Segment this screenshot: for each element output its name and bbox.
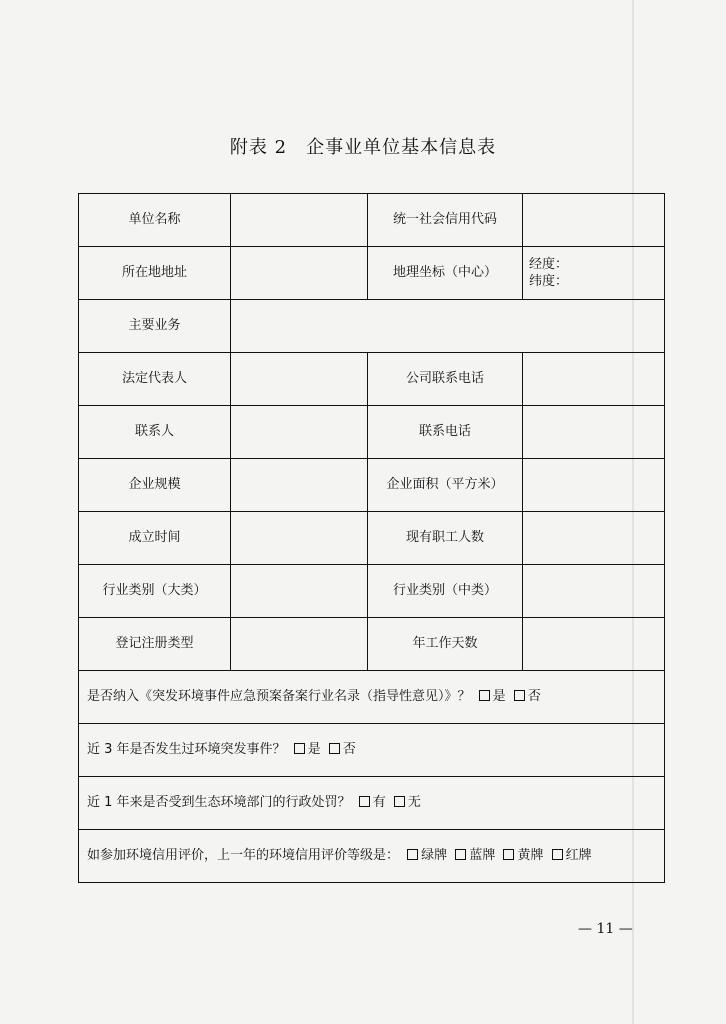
option-label: 有 [372,795,386,811]
field-value-unit-name[interactable] [231,194,368,247]
question-text: 是否纳入《突发环境事件应急预案备案行业名录（指导性意见）》？ [87,689,471,705]
question-text: 如参加环境信用评价，上一年的环境信用评价等级是： [87,848,400,864]
checkbox[interactable] [503,849,514,860]
field-label-founded: 成立时间 [79,512,231,565]
enterprise-info-table [78,193,665,883]
field-label-geo-coord: 地理坐标（中心） [368,247,523,300]
field-value-industry-medium[interactable] [523,565,665,618]
field-label-legal-rep: 法定代表人 [79,353,231,406]
field-value-area[interactable] [523,459,665,512]
checkbox[interactable] [552,849,563,860]
option-label: 否 [342,742,356,758]
field-label-employees: 现有职工人数 [368,512,523,565]
field-label-area: 企业面积（平方米） [368,459,523,512]
question-row [79,830,665,883]
field-value-scale[interactable] [231,459,368,512]
question-incident-history [79,724,665,777]
field-value-registration-type[interactable] [231,618,368,671]
field-value-credit-code[interactable] [523,194,665,247]
table-row [79,618,665,671]
longitude-label: 经度： [529,257,569,272]
checkbox[interactable] [329,743,340,754]
field-label-contact-phone: 联系电话 [368,406,523,459]
field-label-address: 所在地地址 [79,247,231,300]
table-row [79,565,665,618]
table-row [79,406,665,459]
field-value-employees[interactable] [523,512,665,565]
field-value-main-business[interactable] [231,300,665,353]
checkbox[interactable] [479,690,490,701]
field-label-industry-medium: 行业类别（中类） [368,565,523,618]
question-text: 近 1 年来是否受到生态环境部门的行政处罚？ [87,795,351,811]
table-row [79,247,665,300]
option-label: 是 [492,689,506,705]
table-row [79,512,665,565]
table-row [79,353,665,406]
field-label-unit-name: 单位名称 [79,194,231,247]
field-value-industry-major[interactable] [231,565,368,618]
field-value-legal-rep[interactable] [231,353,368,406]
page-number: — 11 — [578,921,633,937]
option-label: 是 [307,742,321,758]
table-row [79,459,665,512]
checkbox[interactable] [514,690,525,701]
checkbox[interactable] [407,849,418,860]
question-text: 近 3 年是否发生过环境突发事件？ [87,742,286,758]
field-label-company-phone: 公司联系电话 [368,353,523,406]
table-row [79,300,665,353]
option-label: 无 [407,795,421,811]
question-row [79,671,665,724]
field-value-contact[interactable] [231,406,368,459]
option-label: 红牌 [565,848,592,864]
table-row [79,194,665,247]
field-value-founded[interactable] [231,512,368,565]
field-label-industry-major: 行业类别（大类） [79,565,231,618]
option-label: 蓝牌 [469,848,496,864]
field-label-contact: 联系人 [79,406,231,459]
question-row [79,724,665,777]
option-label: 否 [527,689,541,705]
option-label: 绿牌 [421,848,448,864]
field-value-geo-coord[interactable] [523,247,665,300]
field-value-work-days[interactable] [523,618,665,671]
page-title: 附表 2 企事业单位基本信息表 [229,137,497,158]
question-penalty [79,777,665,830]
checkbox[interactable] [455,849,466,860]
checkbox[interactable] [294,743,305,754]
field-value-contact-phone[interactable] [523,406,665,459]
question-emergency-plan [79,671,665,724]
field-value-company-phone[interactable] [523,353,665,406]
question-credit-rating [79,830,665,883]
field-label-credit-code: 统一社会信用代码 [368,194,523,247]
field-label-registration-type: 登记注册类型 [79,618,231,671]
question-row [79,777,665,830]
field-value-address[interactable] [231,247,368,300]
field-label-work-days: 年工作天数 [368,618,523,671]
field-label-main-business: 主要业务 [79,300,231,353]
option-label: 黄牌 [517,848,544,864]
checkbox[interactable] [359,796,370,807]
field-label-scale: 企业规模 [79,459,231,512]
checkbox[interactable] [394,796,405,807]
latitude-label: 纬度： [529,274,569,289]
